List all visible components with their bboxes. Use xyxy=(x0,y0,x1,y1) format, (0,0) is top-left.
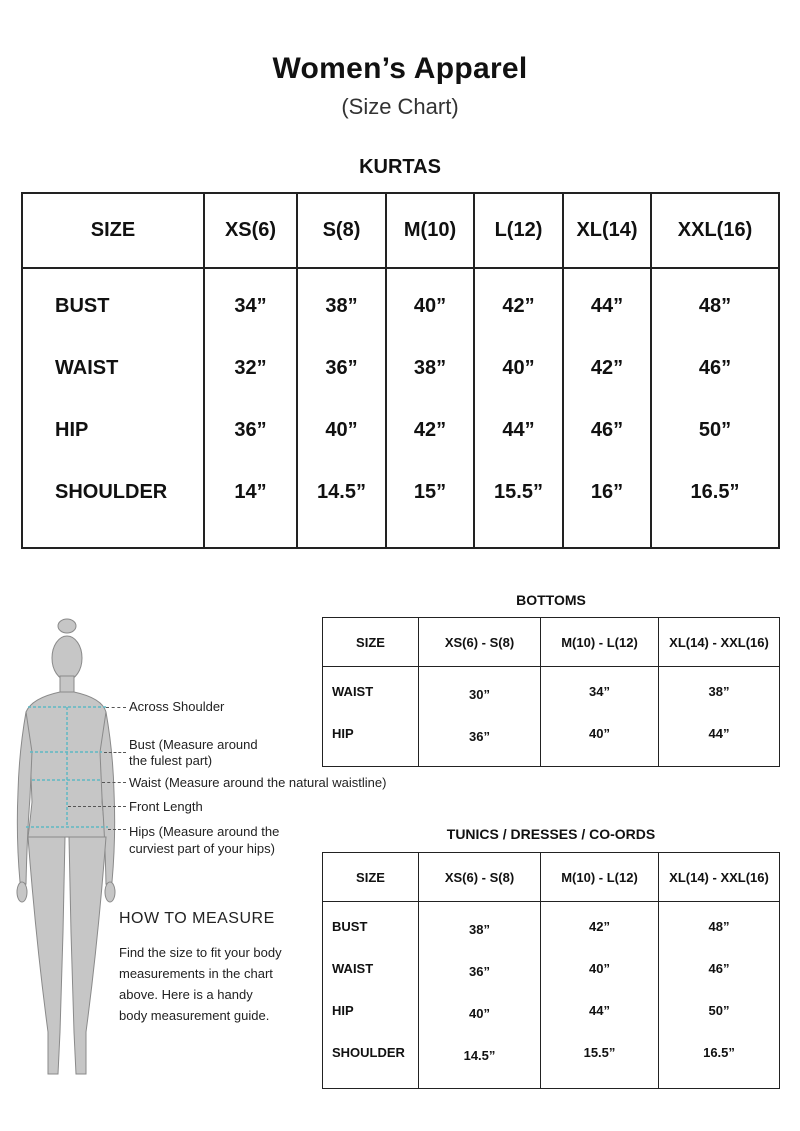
how-to-measure-title: HOW TO MEASURE xyxy=(119,910,275,927)
row-label: SHOULDER xyxy=(332,1045,405,1060)
table-row xyxy=(23,286,778,326)
table-cell: 44” xyxy=(589,1003,610,1018)
shoulder-label: Across Shoulder xyxy=(129,699,225,714)
row-label: HIP xyxy=(332,726,354,741)
kurtas-title: KURTAS xyxy=(359,156,441,178)
row-label: WAIST xyxy=(332,684,374,699)
table-cell: 16” xyxy=(590,481,624,503)
table-cell: 40” xyxy=(469,1006,490,1021)
column-header: XS(6) xyxy=(224,219,277,241)
column-header: M(10) xyxy=(403,219,457,241)
shoulder-leader-line xyxy=(106,707,126,708)
table-row xyxy=(323,957,779,981)
table-cell: 46” xyxy=(708,961,730,976)
hips-label-line-2: curviest part of your hips) xyxy=(129,841,275,856)
waist-label: Waist (Measure around the natural waistline) xyxy=(129,775,387,790)
tunics-size-table xyxy=(322,852,780,1089)
table-cell: 15.5” xyxy=(583,1045,616,1060)
how-to-measure-text xyxy=(119,942,319,1026)
table-cell: 40” xyxy=(502,357,535,379)
table-cell: 40” xyxy=(413,295,447,317)
how-to-line: body measurement guide. xyxy=(119,1008,270,1023)
table-cell: 15” xyxy=(413,481,447,503)
table-cell: 38” xyxy=(708,684,730,699)
column-header: XL(14) xyxy=(576,219,638,241)
row-label: WAIST xyxy=(55,357,119,379)
bottoms-title: BOTTOMS xyxy=(516,592,586,608)
table-cell: 30” xyxy=(469,687,490,702)
table-cell: 36” xyxy=(469,964,490,979)
page-title: Women’s Apparel xyxy=(272,52,528,85)
table-cell: 36” xyxy=(469,729,490,744)
row-label: WAIST xyxy=(332,961,374,976)
column-header: XL(14) - XXL(16) xyxy=(669,869,769,885)
table-cell: 14” xyxy=(234,481,267,503)
bust-label-line-2: the fulest part) xyxy=(129,753,213,768)
table-cell: 34” xyxy=(234,295,267,317)
row-label: BUST xyxy=(332,919,368,934)
column-header: XL(14) - XXL(16) xyxy=(669,634,769,650)
column-header: S(8) xyxy=(322,219,361,241)
bust-leader-line xyxy=(104,752,126,753)
table-cell: 15.5” xyxy=(494,481,543,503)
table-cell: 42” xyxy=(502,295,535,317)
how-to-line: measurements in the chart xyxy=(119,966,273,981)
how-to-line: Find the size to fit your body xyxy=(119,945,282,960)
table-cell: 42” xyxy=(413,419,447,441)
row-label: BUST xyxy=(55,295,110,317)
table-cell: 14.5” xyxy=(317,481,366,503)
table-cell: 36” xyxy=(234,419,267,441)
column-header: L(12) xyxy=(494,219,543,241)
table-cell: 42” xyxy=(589,919,610,934)
table-cell: 48” xyxy=(708,919,730,934)
table-cell: 38” xyxy=(469,922,490,937)
table-row xyxy=(323,1041,779,1065)
hips-label-line-1: Hips (Measure around the xyxy=(129,824,280,839)
size-header: SIZE xyxy=(356,634,385,650)
table-cell: 32” xyxy=(234,357,267,379)
table-cell: 44” xyxy=(590,295,624,317)
table-cell: 38” xyxy=(413,357,447,379)
row-label: SHOULDER xyxy=(55,481,168,503)
table-cell: 50” xyxy=(708,1003,730,1018)
front-length-label: Front Length xyxy=(129,799,203,814)
header-divider xyxy=(23,267,778,269)
header-divider xyxy=(323,901,779,902)
tunics-title: TUNICS / DRESSES / CO-ORDS xyxy=(446,826,656,842)
table-row xyxy=(23,410,778,450)
bust-label-line-1: Bust (Measure around xyxy=(129,737,258,752)
table-row xyxy=(323,999,779,1023)
table-cell: 46” xyxy=(698,357,732,379)
table-cell: 40” xyxy=(589,961,610,976)
column-header: M(10) - L(12) xyxy=(561,869,638,885)
column-header: M(10) - L(12) xyxy=(561,634,638,650)
table-cell: 36” xyxy=(325,357,358,379)
table-cell: 16.5” xyxy=(690,481,740,503)
table-row xyxy=(323,680,779,704)
table-cell: 38” xyxy=(325,295,358,317)
kurtas-size-table xyxy=(21,192,780,549)
header-divider xyxy=(323,666,779,667)
table-row xyxy=(323,915,779,939)
how-to-line: above. Here is a handy xyxy=(119,987,253,1002)
table-row xyxy=(23,348,778,388)
column-header: XXL(16) xyxy=(677,219,753,241)
row-label: HIP xyxy=(55,419,89,441)
table-row xyxy=(323,722,779,746)
body-silhouette-figure xyxy=(6,612,126,1087)
table-cell: 42” xyxy=(590,357,624,379)
table-cell: 34” xyxy=(589,684,610,699)
column-header: XS(6) - S(8) xyxy=(444,869,515,885)
hips-leader-line xyxy=(108,829,126,830)
waist-leader-line xyxy=(102,782,126,783)
table-cell: 44” xyxy=(708,726,730,741)
table-cell: 16.5” xyxy=(703,1045,735,1060)
column-header: XS(6) - S(8) xyxy=(444,634,515,650)
bottoms-size-table xyxy=(322,617,780,767)
table-cell: 50” xyxy=(698,419,732,441)
table-cell: 40” xyxy=(589,726,610,741)
page-subtitle: (Size Chart) xyxy=(341,94,459,119)
table-cell: 14.5” xyxy=(463,1048,496,1063)
size-header: SIZE xyxy=(356,869,385,885)
table-cell: 46” xyxy=(590,419,624,441)
table-cell: 40” xyxy=(325,419,358,441)
front-length-leader-line xyxy=(68,806,126,807)
table-row xyxy=(23,472,778,512)
table-cell: 44” xyxy=(502,419,535,441)
row-label: HIP xyxy=(332,1003,354,1018)
table-cell: 48” xyxy=(698,295,732,317)
size-header: SIZE xyxy=(90,219,136,241)
